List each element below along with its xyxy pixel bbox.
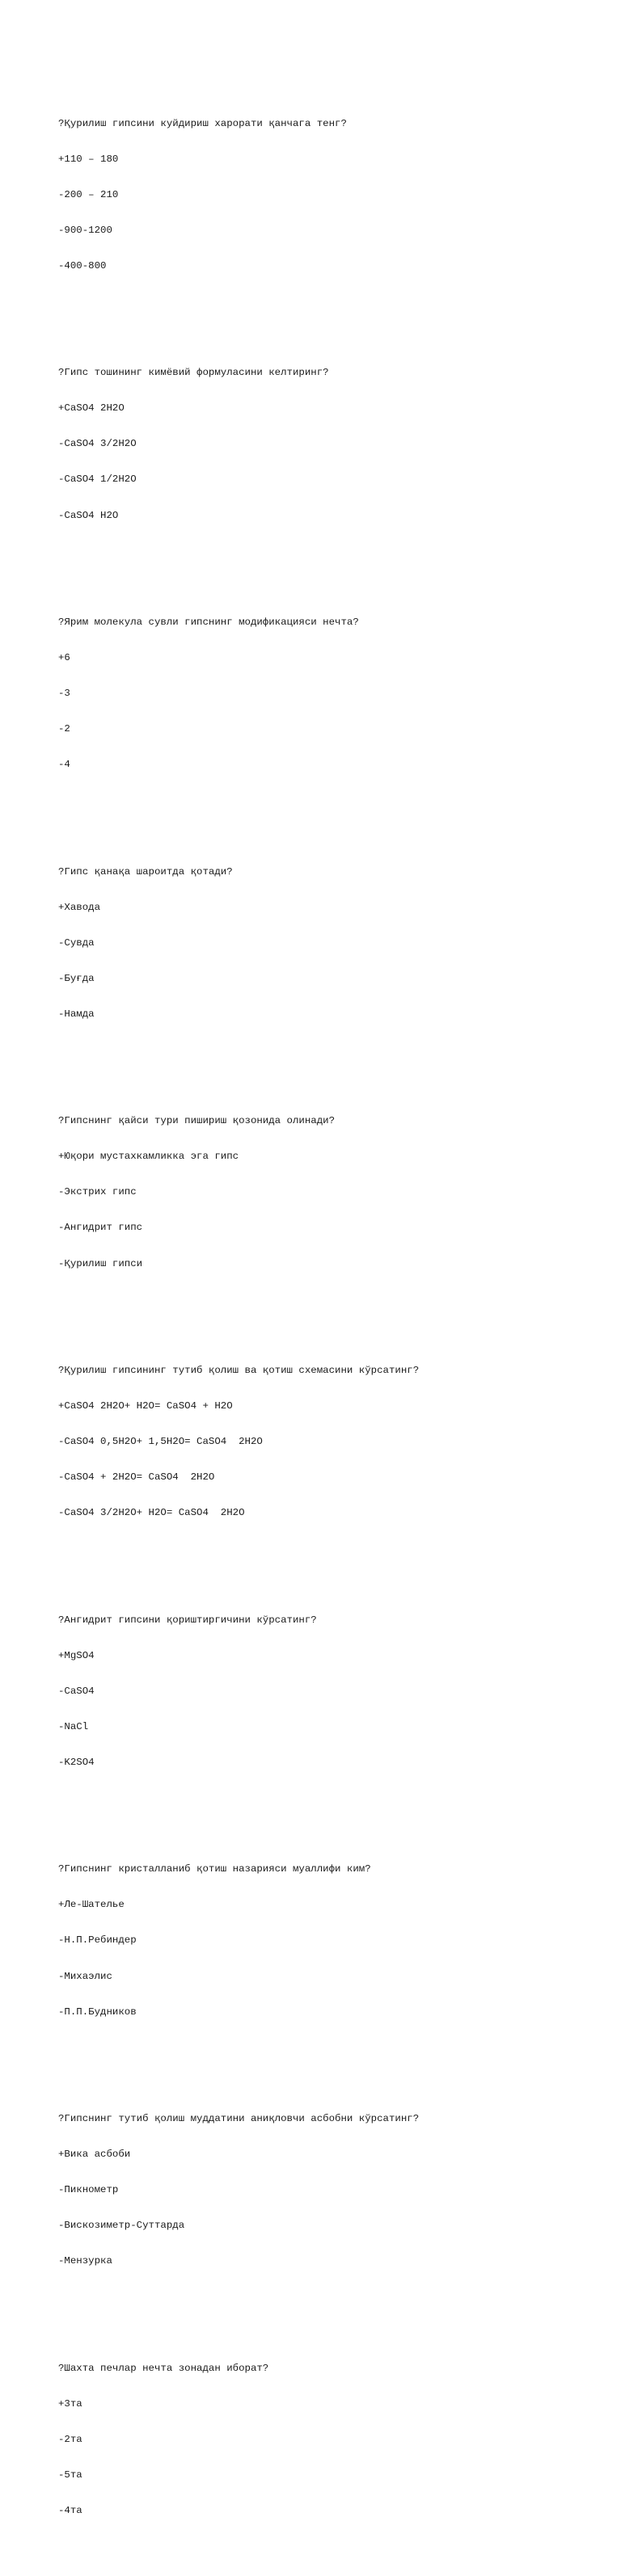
answer-option: -3 [58, 688, 70, 700]
question-block-3 [58, 592, 584, 794]
answer-option: -4та [58, 2504, 82, 2516]
question-block-6 [58, 1341, 584, 1543]
answer-option: -Қурилиш гипси [58, 1257, 143, 1269]
answer-option: -Мензурка [58, 2255, 112, 2267]
question-text: ?Қурилиш гипсини куйдириш харорати қанчага тенг? [58, 117, 347, 129]
question-block-5 [58, 1092, 584, 1294]
answer-option: -CaSO4 H2O [58, 509, 119, 521]
answer-option: -CaSO4 3/2H2O [58, 438, 137, 450]
question-text: ?Гипснинг кристалланиб қотиш назарияси муаллифи ким? [58, 1863, 371, 1875]
answer-option: +MgSO4 [58, 1649, 95, 1661]
answer-option: -Ангидрит гипс [58, 1222, 143, 1234]
answer-option: -5та [58, 2469, 82, 2481]
answer-option: -900-1200 [58, 224, 112, 236]
answer-option: +Ле-Шателье [58, 1899, 125, 1911]
answer-option: -Экстрих гипс [58, 1186, 137, 1198]
answer-option: -Пикнометр [58, 2184, 119, 2196]
question-block-2 [58, 343, 584, 545]
answer-option: -K2SO4 [58, 1756, 95, 1768]
question-block-8 [58, 1840, 584, 2042]
answer-option: +CaSO4 2H2O+ H2O= CaSO4 + H2O [58, 1400, 233, 1412]
question-block-9 [58, 2089, 584, 2291]
answer-option: -400-800 [58, 259, 107, 271]
answer-option: -CaSO4 [58, 1685, 95, 1697]
answer-option: -CaSO4 1/2H2O [58, 474, 137, 486]
answer-option: -Намда [58, 1008, 95, 1020]
answer-option: +110 – 180 [58, 153, 119, 165]
answer-option: -2 [58, 723, 70, 735]
answer-option: -200 – 210 [58, 188, 119, 200]
answer-option: -4 [58, 759, 70, 771]
answer-option: -CaSO4 0,5H2O+ 1,5H2O= CaSO4 2H2O [58, 1436, 263, 1448]
answer-option: -Н.П.Ребиндер [58, 1934, 137, 1947]
question-block-10 [58, 2338, 584, 2540]
question-text: ?Гипснинг қайси тури пишириш қозонида олинади? [58, 1115, 336, 1127]
question-text: ?Қурилиш гипсининг тутиб қолиш ва қотиш схемасини кўрсатинг? [58, 1364, 420, 1376]
answer-option: +Юқори мустахкамликка эга гипс [58, 1151, 239, 1163]
answer-option: -Сувда [58, 937, 95, 949]
answer-option: -Михаэлис [58, 1970, 112, 1982]
answer-option: +Вика асбоби [58, 2148, 131, 2160]
question-text: ?Ярим молекула сувли гипснинг модификацияси нечта? [58, 616, 359, 628]
answer-option: -П.П.Будников [58, 2006, 137, 2018]
answer-option: -Вискозиметр-Суттарда [58, 2220, 185, 2232]
answer-option: -NaCl [58, 1720, 89, 1732]
answer-option: +Хавода [58, 901, 101, 913]
answer-option: +3та [58, 2397, 82, 2410]
question-block-4 [58, 842, 584, 1044]
answer-option: -2та [58, 2433, 82, 2445]
answer-option: +CaSO4 2H2O [58, 402, 125, 415]
document-page [58, 58, 584, 2576]
question-block-7 [58, 1590, 584, 1792]
question-text: ?Ангидрит гипсини қориштиргичини кўрсатинг? [58, 1614, 317, 1626]
answer-option: +6 [58, 651, 70, 663]
question-text: ?Гипснинг тутиб қолиш муддатини аниқловчи асбобни кўрсатинг? [58, 2112, 420, 2124]
answer-option: -CaSO4 + 2H2O= CaSO4 2H2O [58, 1471, 215, 1484]
question-text: ?Шахта печлар нечта зонадан иборат? [58, 2362, 269, 2374]
answer-option: -CaSO4 3/2H2O+ H2O= CaSO4 2H2O [58, 1507, 245, 1519]
question-block-1 [58, 94, 584, 296]
question-text: ?Гипс қанақа шароитда қотади? [58, 865, 233, 878]
answer-option: -Буғда [58, 972, 95, 984]
question-text: ?Гипс тошининг кимёвий формуласини келтиринг? [58, 367, 329, 379]
